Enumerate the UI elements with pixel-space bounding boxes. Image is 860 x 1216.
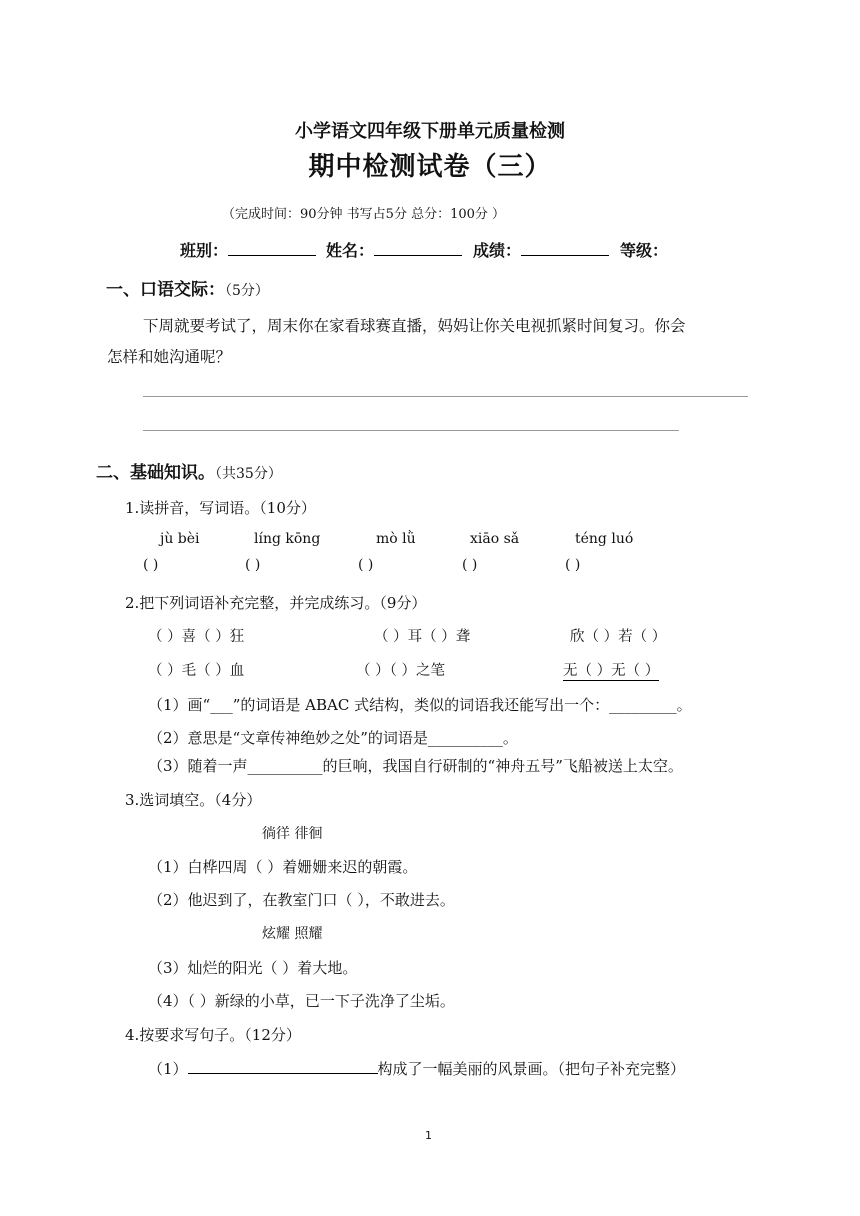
section1-prompt-line1: 下周就要考试了，周末你在家看球赛直播，妈妈让你关电视抓紧时间复习。你会 [143, 317, 686, 335]
q3-label: 3.选词填空。（4分） [125, 791, 262, 809]
section1-title: 一、口语交际： [106, 280, 225, 300]
q3-sentence-2: （2）他迟到了，在教室门口（ ），不敢进去。 [148, 891, 455, 909]
q4-sentence-1 [148, 1058, 685, 1079]
q2-sub1: （1）画“___”的词语是 ABAC 式结构，类似的词语我还能写出一个：_________。 [148, 696, 692, 714]
section2-title: 二、基础知识。 [96, 463, 215, 483]
answer-bracket-2[interactable]: ( ) [245, 557, 261, 573]
q4-s1-blank[interactable] [188, 1059, 378, 1074]
q4-label: 4.按要求写句子。（12分） [125, 1026, 301, 1044]
pinyin-3: mò lǜ [376, 531, 416, 547]
answer-line-2[interactable] [143, 430, 679, 431]
section1-heading [106, 275, 269, 300]
idiom-1-1[interactable]: （ ）喜（ ）狂 [148, 629, 245, 645]
section1-points: （5分） [225, 283, 269, 299]
pinyin-4: xiāo sǎ [470, 531, 520, 547]
score-blank[interactable] [521, 241, 609, 256]
q2-sub2: （2）意思是“文章传神绝妙之处”的词语是__________。 [148, 729, 518, 747]
answer-line-1[interactable] [143, 396, 748, 397]
grade-field [620, 238, 668, 261]
section2-points: （共35分） [215, 466, 282, 482]
answer-bracket-5[interactable]: ( ) [565, 557, 581, 573]
idiom-2-2[interactable]: （ ）（ ）之笔 [356, 663, 445, 679]
answer-bracket-4[interactable]: ( ) [462, 557, 478, 573]
q3-word-choices-2: 炫耀 照耀 [262, 926, 323, 942]
answer-bracket-1[interactable]: ( ) [143, 557, 159, 573]
q3-sentence-3: （3）灿烂的阳光（ ）着大地。 [148, 959, 358, 977]
idiom-2-1[interactable]: （ ）毛（ ）血 [148, 663, 245, 679]
pinyin-1: jù bèi [160, 531, 200, 547]
class-blank[interactable] [228, 241, 316, 256]
q2-sub3: （3）随着一声__________的巨响，我国自行研制的“神舟五号”飞船被送上太空。 [148, 757, 683, 775]
q3-sentence-1: （1）白桦四周（ ）着姗姗来迟的朝霞。 [148, 858, 418, 876]
q2-label: 2.把下列词语补充完整，并完成练习。（9分） [125, 594, 427, 612]
score-field [473, 238, 609, 261]
q3-sentence-4: （4）（ ）新绿的小草，已一下子洗净了尘垢。 [148, 992, 455, 1010]
idiom-2-3-underlined[interactable]: 无（ ）无（ ） [563, 659, 659, 681]
name-field [326, 238, 462, 261]
section1-prompt-line2: 怎样和她沟通呢？ [107, 348, 232, 366]
grade-label: 等级： [620, 241, 669, 260]
name-blank[interactable] [374, 241, 462, 256]
class-label: 班别： [180, 241, 229, 260]
page-number: 1 [425, 1129, 432, 1142]
idiom-1-3[interactable]: 欣（ ）若（ ） [570, 629, 667, 645]
idiom-1-2[interactable]: （ ）耳（ ）聋 [374, 629, 471, 645]
answer-bracket-3[interactable]: ( ) [358, 557, 374, 573]
name-label: 姓名： [326, 241, 375, 260]
pinyin-5: téng luó [575, 531, 634, 547]
class-field [180, 238, 316, 261]
q4-s1-suffix: 构成了一幅美丽的风景画。（把句子补充完整） [377, 1060, 686, 1078]
exam-info: （完成时间：90分钟 书写占5分 总分：100分 ） [222, 207, 506, 222]
q1-label: 1.读拼音，写词语。（10分） [125, 499, 316, 517]
q3-word-choices-1: 徜徉 徘徊 [262, 826, 323, 842]
exam-title: 期中检测试卷（三） [308, 152, 552, 182]
exam-subtitle: 小学语文四年级下册单元质量检测 [295, 121, 565, 142]
q4-s1-prefix: （1） [148, 1060, 188, 1078]
pinyin-2: líng kōng [254, 531, 321, 547]
section2-heading [96, 458, 282, 483]
score-label: 成绩： [473, 241, 522, 260]
